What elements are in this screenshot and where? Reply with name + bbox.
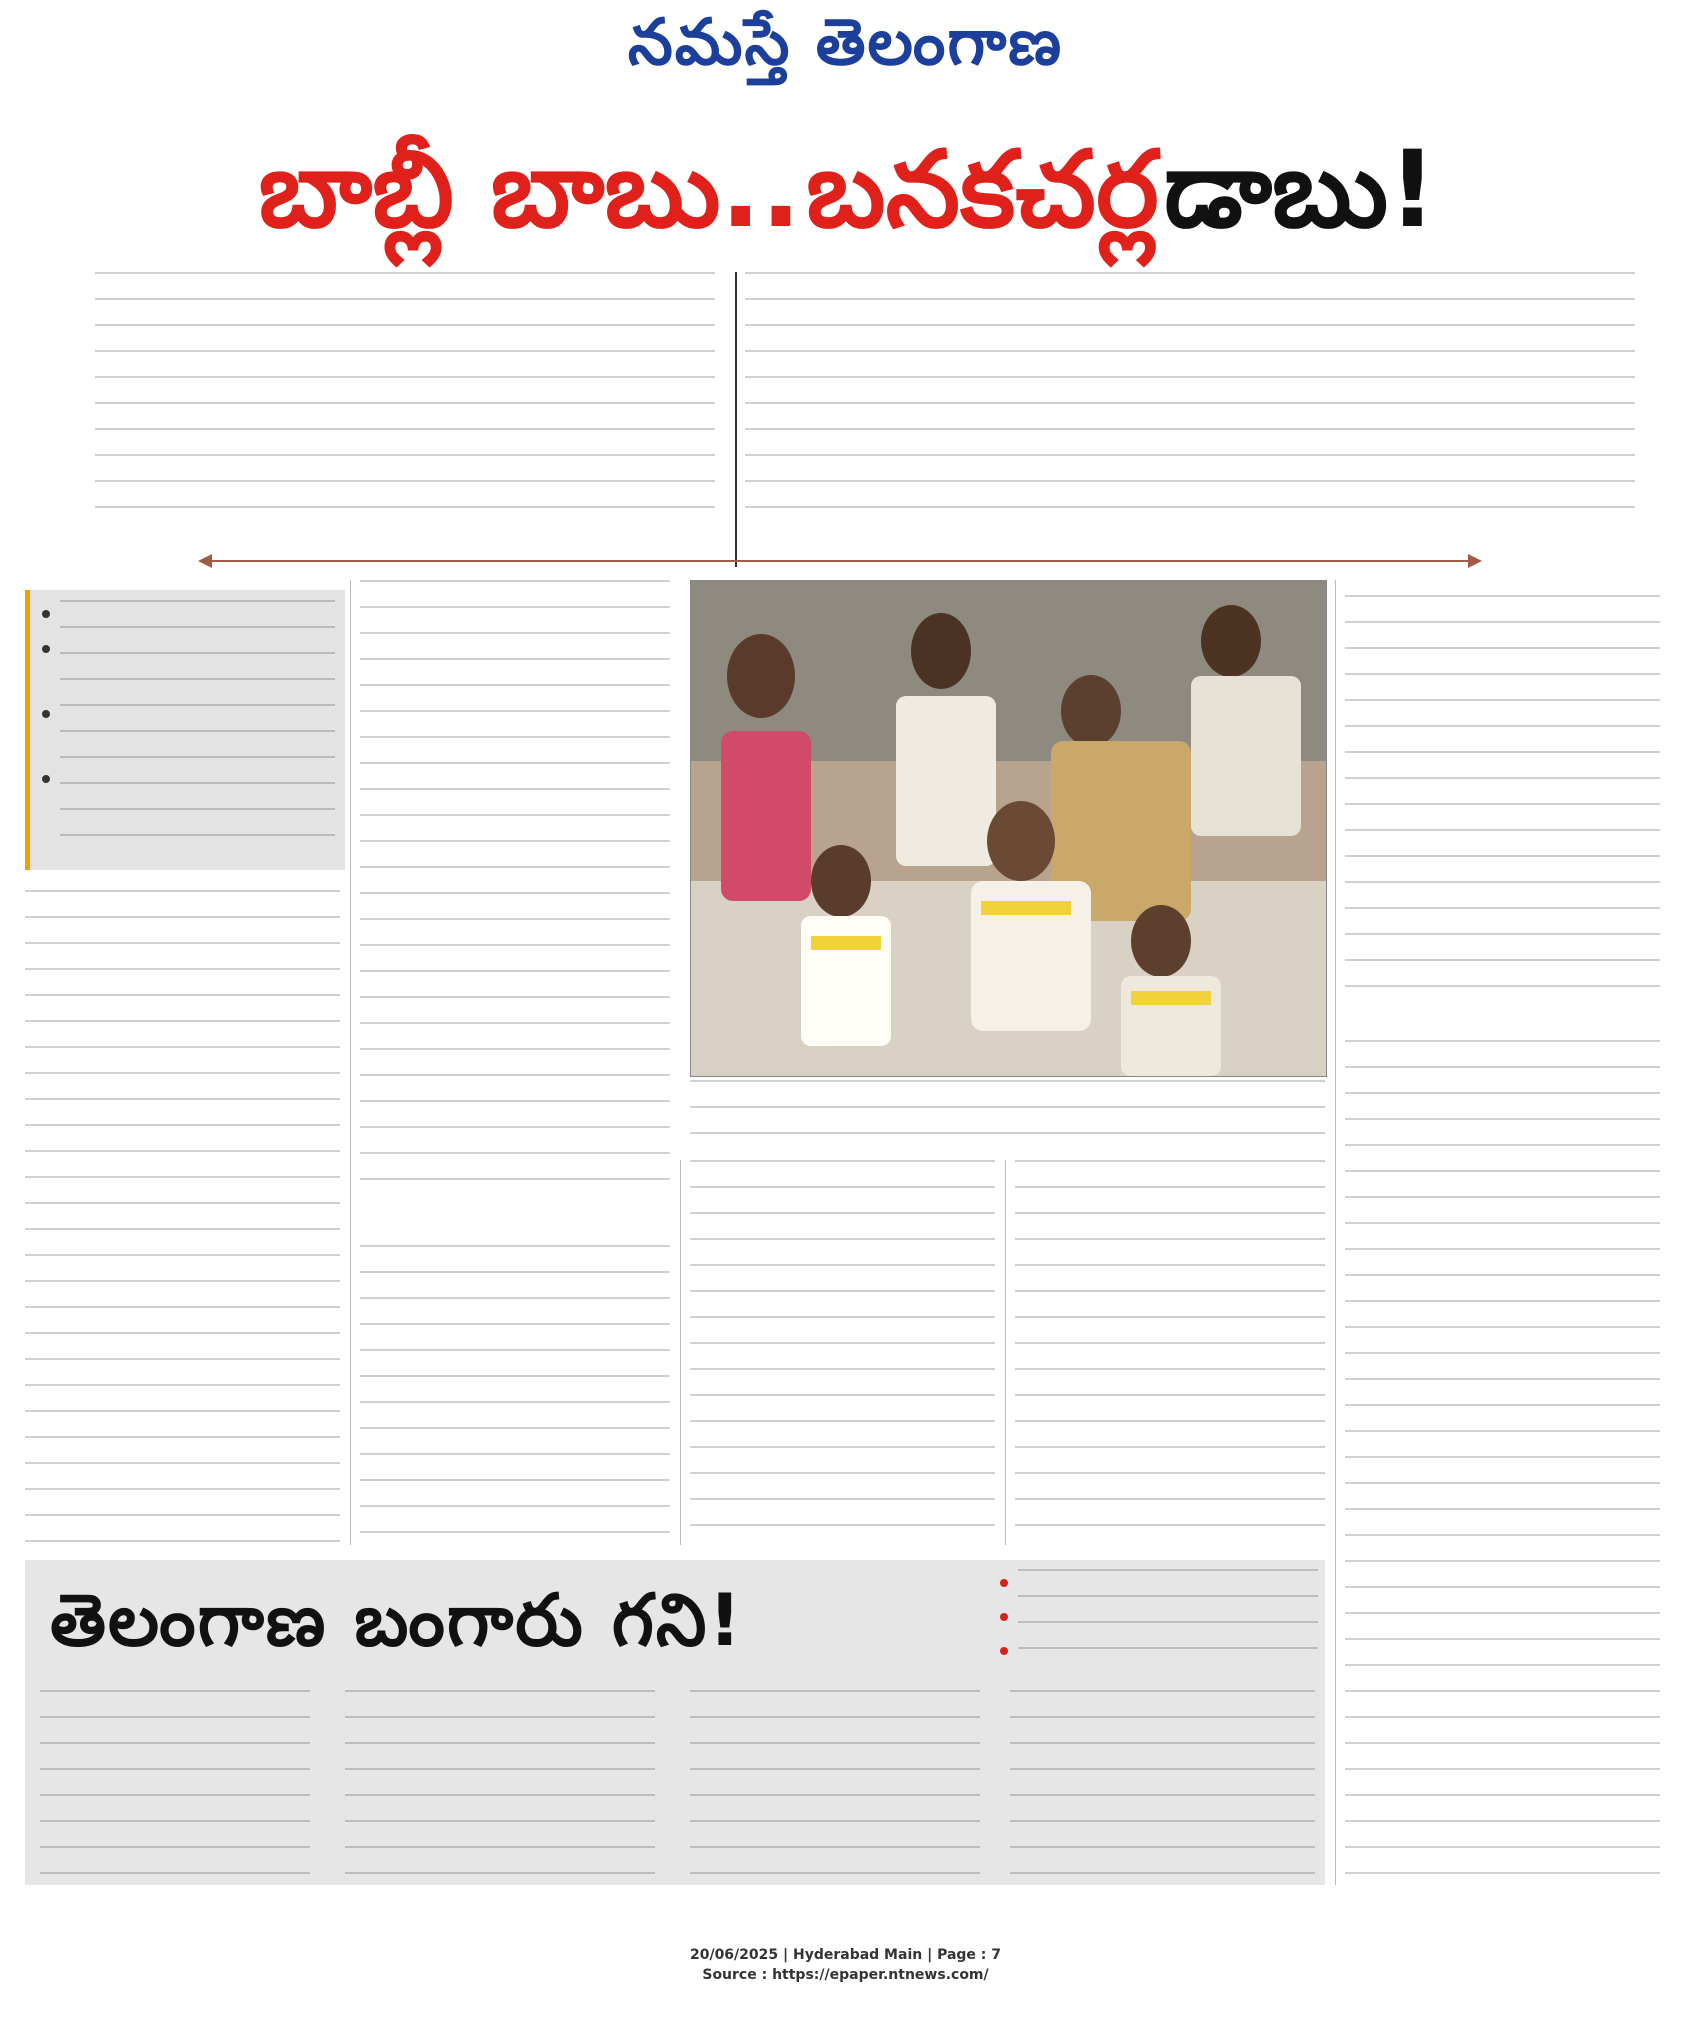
intro-right-text — [745, 272, 1635, 532]
headline-part-2: బనకచర్ల — [806, 128, 1159, 251]
bottom-column-3 — [690, 1690, 980, 1875]
footer-source: Source : https://epaper.ntnews.com/ — [702, 1967, 989, 1983]
column-divider — [1335, 580, 1336, 1885]
page-footer — [0, 1945, 1691, 1985]
bullet-dot — [42, 775, 50, 783]
bullet-text — [60, 600, 335, 855]
column-divider — [680, 1160, 681, 1545]
red-bullet-dot — [1000, 1579, 1008, 1587]
headline-part-3: డాబు! — [1163, 128, 1437, 251]
intro-left-panel — [95, 272, 737, 567]
bottom-story-title: తెలంగాణ బంగారు గని! — [50, 1578, 744, 1662]
footer-date-edition: 20/06/2025 | Hyderabad Main | Page : 7 — [689, 1947, 1002, 1963]
red-bullet-dot — [1000, 1613, 1008, 1621]
article-column-1 — [25, 890, 340, 1545]
bullet-dot — [42, 610, 50, 618]
column-divider — [350, 580, 351, 1545]
intro-left-text — [95, 272, 715, 532]
article-column-4 — [1015, 1160, 1325, 1545]
main-headline — [25, 130, 1670, 250]
photo-illustration — [691, 581, 1326, 1076]
bullet-box — [25, 590, 345, 870]
bullet-dot — [42, 645, 50, 653]
bottom-points-text — [1018, 1569, 1318, 1669]
bullet-dot — [42, 710, 50, 718]
masthead — [0, 5, 1691, 80]
news-photo — [690, 580, 1327, 1077]
photo-caption — [690, 1080, 1325, 1140]
article-column-3 — [690, 1160, 995, 1545]
bottom-story-points — [1000, 1565, 1320, 1675]
bottom-column-4 — [1010, 1690, 1315, 1875]
bottom-column-1 — [40, 1690, 310, 1875]
bottom-column-2 — [345, 1690, 655, 1875]
headline-part-1: బాబ్లీ బాబు.. — [258, 128, 802, 251]
timeline-arrow — [210, 560, 1470, 562]
newspaper-logo: నమస్తే తెలంగాణ — [627, 5, 1064, 80]
column-divider — [1005, 1160, 1006, 1545]
red-bullet-dot — [1000, 1647, 1008, 1655]
intro-right-panel — [745, 272, 1635, 567]
article-column-5-bottom — [1345, 1040, 1660, 1885]
article-column-5-top — [1345, 595, 1660, 995]
article-column-2-bottom — [360, 1245, 670, 1545]
article-column-2-top — [360, 580, 670, 1180]
